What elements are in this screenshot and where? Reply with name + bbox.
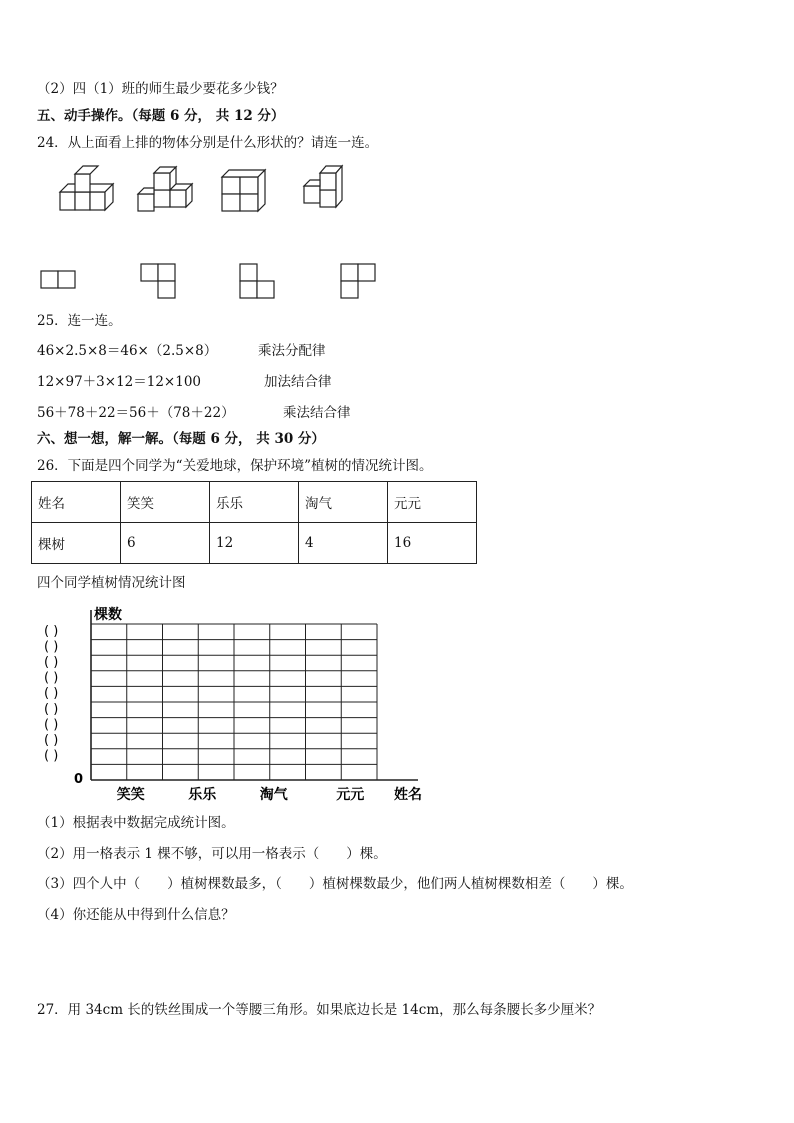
bar-chart [36, 600, 436, 805]
cube-figure-1 [60, 166, 113, 210]
cube-figure-3 [222, 170, 265, 211]
table-row [32, 523, 477, 564]
y-tick-label[interactable]: ( ) [44, 639, 59, 655]
y-tick-label[interactable]: ( ) [44, 717, 59, 733]
section-6-heading: 六、想一想，解一解。（每题 6 分， 共 30 分） [37, 431, 325, 447]
q24-3d-figures [50, 160, 370, 220]
table-cell: 乐乐 [210, 482, 299, 523]
table-cell: 12 [210, 523, 299, 564]
table-cell: 4 [299, 523, 388, 564]
y-tick-label[interactable]: ( ) [44, 623, 59, 639]
x-tick-label: 淘气 [259, 787, 288, 803]
table-cell: 淘气 [299, 482, 388, 523]
q25-right-2: 加法结合律 [264, 374, 332, 390]
table-cell: 棵树 [32, 523, 121, 564]
top-view-2 [141, 264, 175, 298]
question-26-4: （4）你还能从中得到什么信息？ [37, 907, 235, 923]
top-view-1 [41, 271, 75, 288]
chart-title: 四个同学植树情况统计图 [37, 575, 186, 591]
y-tick-label[interactable]: ( ) [44, 655, 59, 670]
question-26-2: （2）用一格表示 1 棵不够，可以用一格表示（ ）棵。 [37, 846, 387, 862]
y-axis-label: 棵数 [94, 607, 122, 623]
q25-right-1: 乘法分配律 [258, 343, 326, 359]
q25-left-1: 46×2.5×8＝46×（2.5×8） [37, 343, 218, 359]
chart-grid [91, 610, 418, 780]
question-26: 26．下面是四个同学为“关爱地球，保护环境”植树的情况统计图。 [37, 458, 433, 474]
y-tick-label[interactable]: ( ) [44, 748, 59, 764]
x-axis-label: 姓名 [394, 787, 422, 803]
y-tick-label[interactable]: ( ) [44, 733, 59, 748]
y-tick-label[interactable]: ( ) [44, 701, 59, 717]
y-tick-label[interactable]: ( ) [44, 686, 59, 702]
x-axis-labels [117, 786, 365, 803]
top-view-4 [341, 264, 375, 298]
cube-figure-4 [304, 166, 342, 207]
x-tick-label: 元元 [336, 787, 365, 803]
table-cell: 16 [388, 523, 477, 564]
question-26-3: （3）四个人中（ ）植树棵数最多，（ ）植树棵数最少，他们两人植树棵数相差（ ）棵。 [37, 876, 633, 892]
section-5-heading: 五、动手操作。（每题 6 分， 共 12 分） [37, 108, 285, 124]
q25-left-3: 56＋78＋22＝56＋（78＋22） [37, 405, 235, 421]
q24-top-views [38, 262, 378, 302]
x-tick-label: 笑笑 [116, 787, 145, 803]
q25-left-2: 12×97＋3×12＝12×100 [37, 374, 202, 390]
table-row [32, 482, 477, 523]
question-25: 25．连一连。 [37, 313, 122, 329]
table-cell: 笑笑 [121, 482, 210, 523]
question-23-2: （2）四（1）班的师生最少要花多少钱？ [37, 81, 284, 97]
tree-planting-table [31, 481, 477, 564]
table-cell: 姓名 [32, 482, 121, 523]
question-27: 27．用 34cm 长的铁丝围成一个等腰三角形。如果底边长是 14cm，那么每条腰长多少厘米？ [37, 1002, 602, 1018]
y-tick-label[interactable]: ( ) [44, 670, 59, 686]
origin-label: 0 [74, 772, 84, 787]
y-axis-ticks [44, 624, 58, 764]
question-26-1: （1）根据表中数据完成统计图。 [37, 815, 235, 831]
x-tick-label: 乐乐 [188, 787, 217, 803]
question-24: 24．从上面看上排的物体分别是什么形状的？请连一连。 [37, 135, 379, 151]
q25-right-3: 乘法结合律 [283, 405, 351, 421]
cube-figure-2 [138, 167, 192, 211]
top-view-3 [240, 264, 274, 298]
table-cell: 6 [121, 523, 210, 564]
table-cell: 元元 [388, 482, 477, 523]
